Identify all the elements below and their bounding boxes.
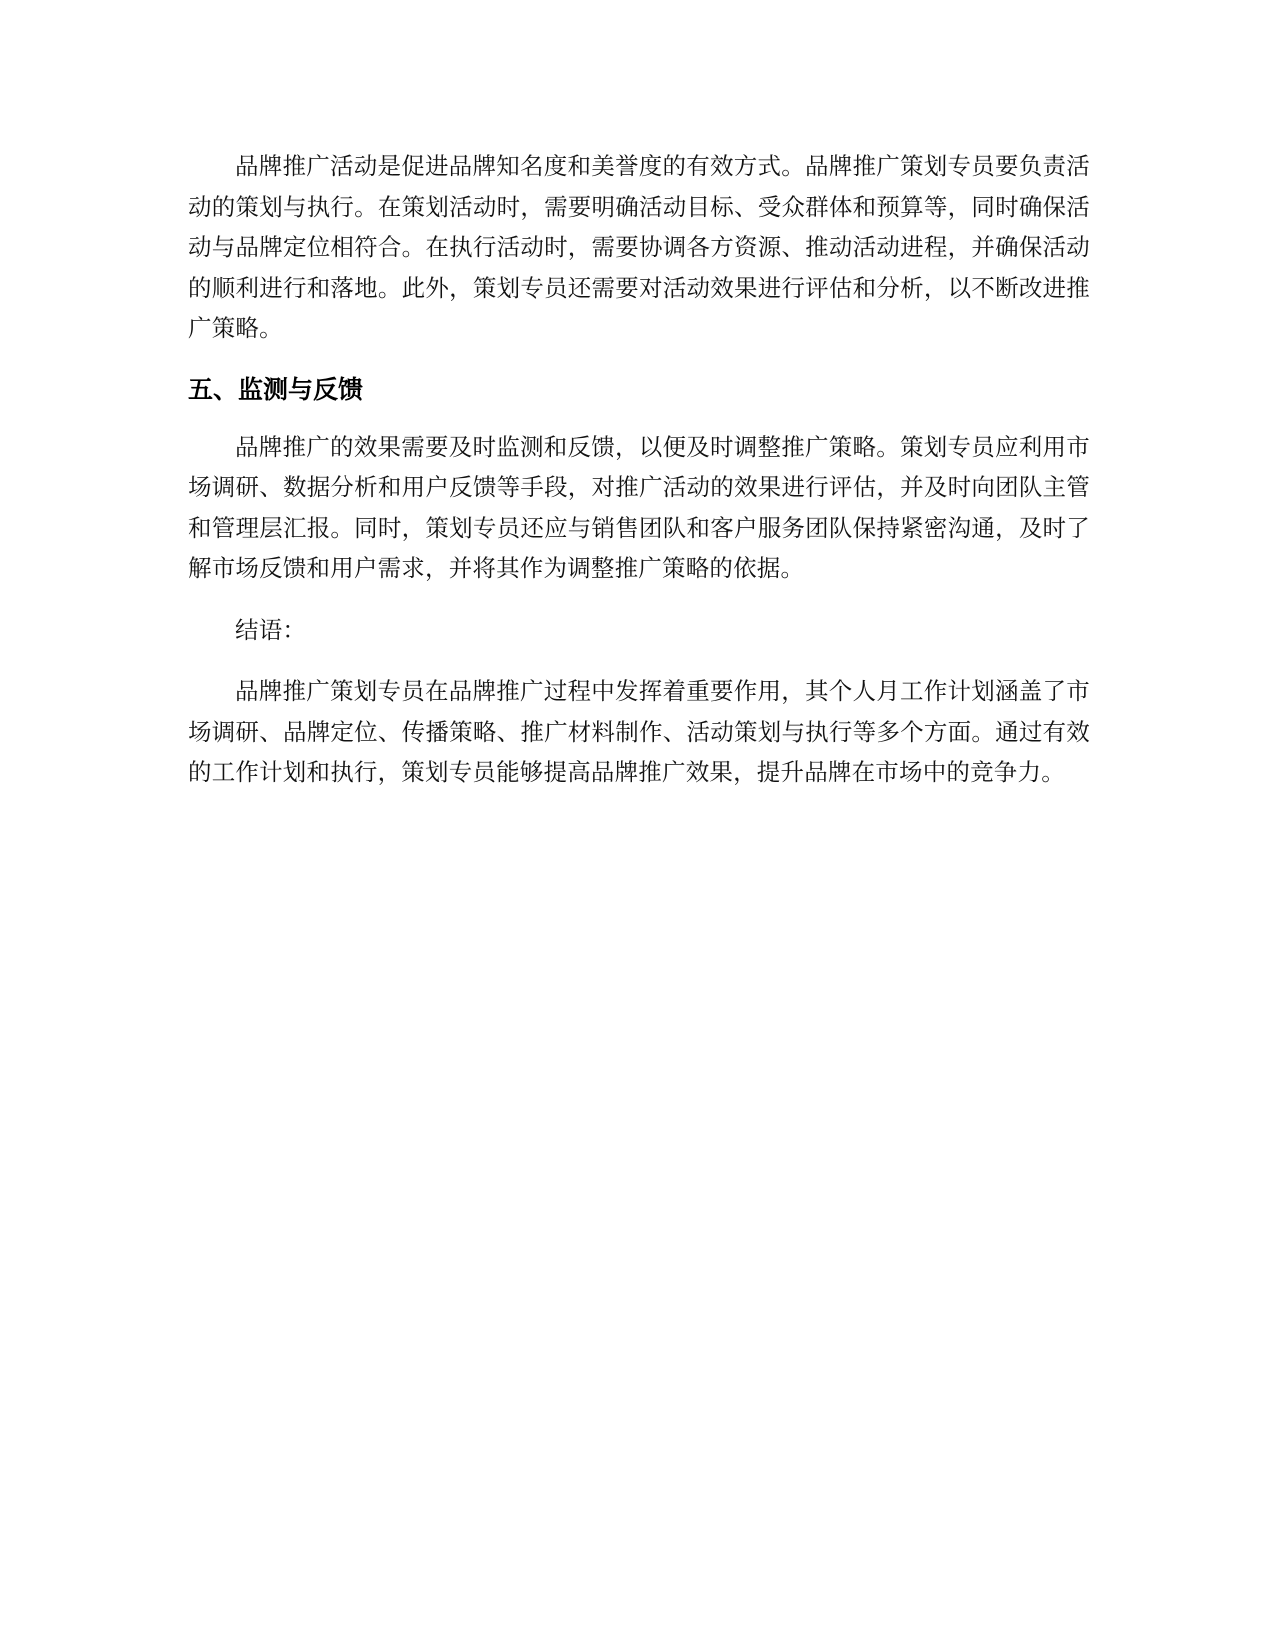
document-body [188, 146, 1090, 814]
activity-paragraph: 品牌推广活动是促进品牌知名度和美誉度的有效方式。品牌推广策划专员要负责活动的策划与执行。在策划活动时，需要明确活动目标、受众群体和预算等，同时确保活动与品牌定位相符合。在执行活动时，需要协调各方资源、推动活动进程，并确保活动的顺利进行和落地。此外，策划专员还需要对活动效果进行评估和分析，以不断改进推广策略。 [188, 152, 1090, 342]
conclusion-label: 结语： [235, 615, 307, 644]
monitoring-paragraph: 品牌推广的效果需要及时监测和反馈，以便及时调整推广策略。策划专员应利用市场调研、数据分析和用户反馈等手段，对推广活动的效果进行评估，并及时向团队主管和管理层汇报。同时，策划专员还应与销售团队和客户服务团队保持紧密沟通，及时了解市场反馈和用户需求，并将其作为调整推广策略的依据。 [188, 432, 1090, 582]
conclusion-paragraph: 品牌推广策划专员在品牌推广过程中发挥着重要作用，其个人月工作计划涵盖了市场调研、品牌定位、传播策略、推广材料制作、活动策划与执行等多个方面。通过有效的工作计划和执行，策划专员能够提高品牌推广效果，提升品牌在市场中的竞争力。 [188, 677, 1090, 786]
section-heading: 五、监测与反馈 [188, 374, 364, 404]
